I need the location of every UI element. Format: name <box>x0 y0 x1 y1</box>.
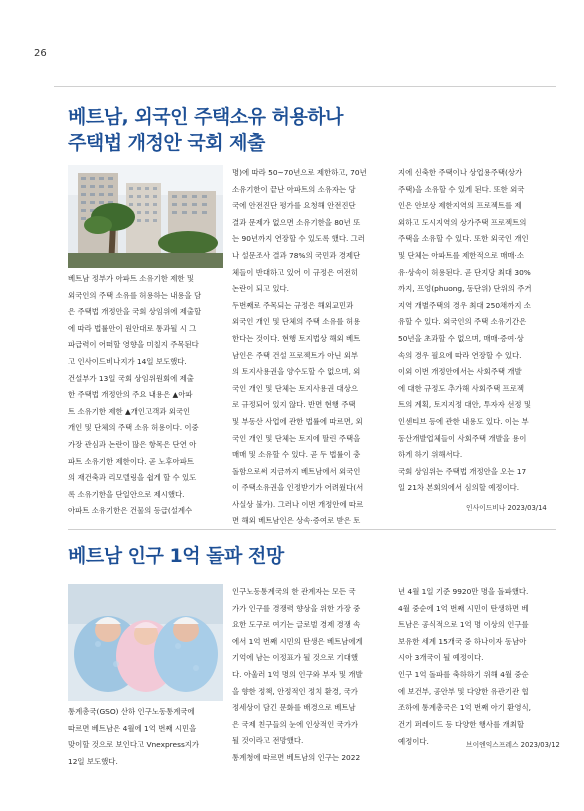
text-line: 논란이 되고 있다. <box>232 284 290 294</box>
text-line: 하게 하기 위해서다. <box>398 450 463 460</box>
text-line: 파급력이 어떠할 영향을 미칠지 주목된다 <box>68 340 199 350</box>
text-line: 트의 계획, 토지지정 대안, 투자자 선정 및 <box>398 400 532 410</box>
text-line: 및 단체는 아파트를 제한적으로 매매·소 <box>398 250 524 260</box>
text-line: 외국인 개인 및 단체의 주택 소유를 허용 <box>232 317 361 327</box>
text-line: 국인 개인 및 단체는 토지사용권 대상으 <box>232 383 358 393</box>
text-line: 예정이다. <box>398 737 429 746</box>
text-line: 에 따라 법률안이 원안대로 통과될 시 그 <box>68 323 197 333</box>
text-line: 록 소유기한을 단일안으로 제시했다. <box>68 489 185 499</box>
text-line: 12일 보도했다. <box>68 756 118 766</box>
text-line: 이외 이번 개정안에서는 사회주택 개발 <box>398 367 522 377</box>
article2-source: 브이엔익스프레스 2023/03/12 <box>466 741 560 749</box>
text-line: 건설부가 13일 국회 상임위원회에 제출 <box>68 373 194 383</box>
text-line: 외국인의 주택 소유를 허용하는 내용을 담 <box>68 290 202 300</box>
text-line: 고 인사이드비나지가 14일 보도했다. <box>68 356 187 366</box>
article2-title: 베트남 인구 1억 돌파 전망 <box>68 545 284 567</box>
text-line: 로 규정되어 있지 않다. 반면 현행 주택 <box>232 400 356 410</box>
text-line: 주택을 소유할 수 있다. 또한 외국인 개인 <box>398 234 529 244</box>
text-line: 베트남 정부가 아파트 소유기한 제한 및 <box>68 274 194 283</box>
text-line: 시아 3개국이 될 예정이다. <box>398 653 484 663</box>
text-line: 지에 신축한 주택이나 상업용주택(상가 <box>398 168 523 177</box>
text-line: 조하에 통계총국은 1억 번째 아기 환영식, <box>398 703 532 713</box>
article2-last-line <box>398 734 468 751</box>
text-line: 의 토지사용권을 양수도할 수 없으며, 외 <box>232 367 361 377</box>
text-line: 한 주택법 개정안의 주요 내용은 ▲아파 <box>68 390 193 400</box>
text-line: 4월 중순에 1억 번째 시민이 탄생하면 베 <box>398 603 529 613</box>
text-line: 인센티브 등에 관한 내용도 있다. 이는 부 <box>398 416 529 426</box>
text-line: 에 대한 규정도 추가해 사회주택 프로젝 <box>398 383 524 393</box>
text-line: 남인은 주택 건설 프로젝트가 아닌 외부 <box>232 350 358 360</box>
article1-column3 <box>398 165 554 497</box>
text-line: 다. 아울러 1억 명의 인구와 부자 및 개발 <box>232 669 363 679</box>
article2-column1 <box>68 704 224 770</box>
text-line: 따르면 베트남은 4월에 1억 번째 시민을 <box>68 723 197 733</box>
article1-column2 <box>232 165 388 530</box>
text-line: 이 주택소유권을 인정받기가 어려웠다(서 <box>232 483 364 493</box>
text-line: 국인 개인 및 단체는 토지에 딸린 주택을 <box>232 433 361 443</box>
text-line: 두번째로 주목되는 규정은 해외교민과 <box>232 300 354 310</box>
text-line: 의 재건축과 리모델링을 쉽게 할 수 있도 <box>68 473 197 483</box>
article1-source: 인사이드비나 2023/03/14 <box>466 504 547 512</box>
text-line: 나 설문조사 결과 78%의 국민과 경제단 <box>232 250 361 260</box>
text-line: 파트 소유기한 제한이다. 곧 노후아파트 <box>68 456 194 466</box>
article1-column1 <box>68 271 224 520</box>
text-line: 통계총국(GSO) 산하 인구노동통계국에 <box>68 707 195 716</box>
text-line: 에 보건부, 공안부 및 다양한 유관기관 협 <box>398 686 529 696</box>
text-line: 될 것이라고 전망했다. <box>232 736 304 746</box>
text-line: 결과 문제가 없으면 소유기한을 80년 또 <box>232 217 361 227</box>
text-line: 및 부동산 사업에 관한 법률에 따르면, 외 <box>232 416 363 426</box>
text-line: 소유기한이 끝난 아파트의 소유자는 당 <box>232 184 356 194</box>
article1-title <box>68 104 343 156</box>
text-line: 통계청에 따르면 베트남의 인구는 2022 <box>232 752 361 762</box>
text-line: 트 소유기한 제한 ▲개인고객과 외국인 <box>68 406 191 416</box>
text-line: 지역 개별주택의 경우 최대 250채까지 소 <box>398 300 531 310</box>
text-line: 매매 및 소유할 수 있다. 곧 두 법률이 충 <box>232 450 361 460</box>
article1-title-line2: 주택법 개정안 국회 제출 <box>68 132 265 154</box>
text-line: 까지, 프엉(phuong, 동단위) 단위의 주거 <box>398 284 532 294</box>
text-line: 맞이할 것으로 보인다고 Vnexpress지가 <box>68 740 200 750</box>
text-line: 을 향한 정책, 안정적인 정치 환경, 국가 <box>232 686 358 696</box>
page-number: 26 <box>34 48 47 59</box>
text-line: 보유한 세계 15개국 중 하나이자 동남아 <box>398 636 527 646</box>
text-line: 유·상속이 허용된다. 곧 단지당 최대 30% <box>398 267 531 277</box>
text-line: 동산개발업체들이 사회주택 개발을 용이 <box>398 433 527 443</box>
text-line: 면 해외 베트남인은 상속·증여로 받은 토 <box>232 516 361 526</box>
text-line: 가가 인구를 경쟁력 향상을 위한 가장 중 <box>232 603 361 613</box>
text-line: 돌함으로써 지금까지 베트남에서 외국인 <box>232 466 361 476</box>
text-line: 에서 1억 번째 시민의 탄생은 베트남에게 <box>232 636 363 646</box>
text-line: 50년을 초과할 수 없으며, 매매·증여·상 <box>398 333 524 343</box>
text-line: 외하고 도시지역의 상가주택 프로젝트의 <box>398 217 527 227</box>
text-line: 개인 및 단체의 주택 소유 허용이다. 이중 <box>68 423 199 433</box>
text-line: 인구 1억 돌파를 축하하기 위해 4월 중순 <box>398 669 529 679</box>
text-line: 가장 관심과 논란이 많은 항목은 단연 아 <box>68 439 197 449</box>
text-line: 건기 퍼레이드 등 다양한 행사를 개최할 <box>398 719 524 729</box>
newborn-babies-photo <box>68 584 223 701</box>
text-line: 명)에 따라 50~70년으로 제한하고, 70년 <box>232 168 367 177</box>
section-divider <box>68 529 556 530</box>
text-line: 속의 경우 필요에 따라 연장할 수 있다. <box>398 350 522 360</box>
text-line: 아파트 소유기한은 건물의 등급(설계수 <box>68 506 193 516</box>
text-line: 사실상 불가). 그러나 이번 개정안에 따르 <box>232 499 364 509</box>
text-line: 정세상이 담긴 문화를 배경으로 베트남 <box>232 703 356 713</box>
text-line: 국회 상임위는 주택법 개정안을 오는 17 <box>398 466 527 476</box>
apartment-photo <box>68 165 223 268</box>
text-line: 기억에 남는 이정표가 될 것으로 기대했 <box>232 653 358 663</box>
top-divider <box>54 86 556 87</box>
text-line: 체들이 반대하고 있어 이 규정은 여전히 <box>232 267 358 277</box>
article2-column2 <box>232 584 388 767</box>
article2-column3 <box>398 584 554 733</box>
text-line: 인구노동통계국의 한 관계자는 모든 국 <box>232 587 356 596</box>
text-line: 트남은 공식적으로 1억 명 이상의 인구를 <box>398 620 529 630</box>
text-line: 주택)을 소유할 수 있게 된다. 또한 외국 <box>398 184 525 194</box>
text-line: 은 주택법 개정안을 국회 상임위에 제출할 <box>68 307 202 317</box>
text-line: 유할 수 있다. 외국인의 주택 소유기간은 <box>398 317 527 327</box>
text-line: 은 국제 친구들의 눈에 인상적인 국가가 <box>232 719 358 729</box>
article1-title-line1: 베트남, 외국인 주택소유 허용하나 <box>68 106 344 128</box>
text-line: 일 21차 본회의에서 심의할 예정이다. <box>398 483 520 493</box>
text-line: 국에 안전진단 평가를 요청해 안전진단 <box>232 201 356 211</box>
text-line: 요한 도구로 여기는 글로벌 경제 경쟁 속 <box>232 620 361 630</box>
text-line: 인은 안보상 제한지역의 프로젝트를 제 <box>398 201 522 211</box>
text-line: 한다는 것이다. 현행 토지법상 해외 베트 <box>232 333 361 343</box>
text-line: 년 4월 1일 기준 9920만 명을 돌파했다. <box>398 587 529 596</box>
text-line: 는 90년까지 연장할 수 있도록 했다. 그러 <box>232 234 365 244</box>
